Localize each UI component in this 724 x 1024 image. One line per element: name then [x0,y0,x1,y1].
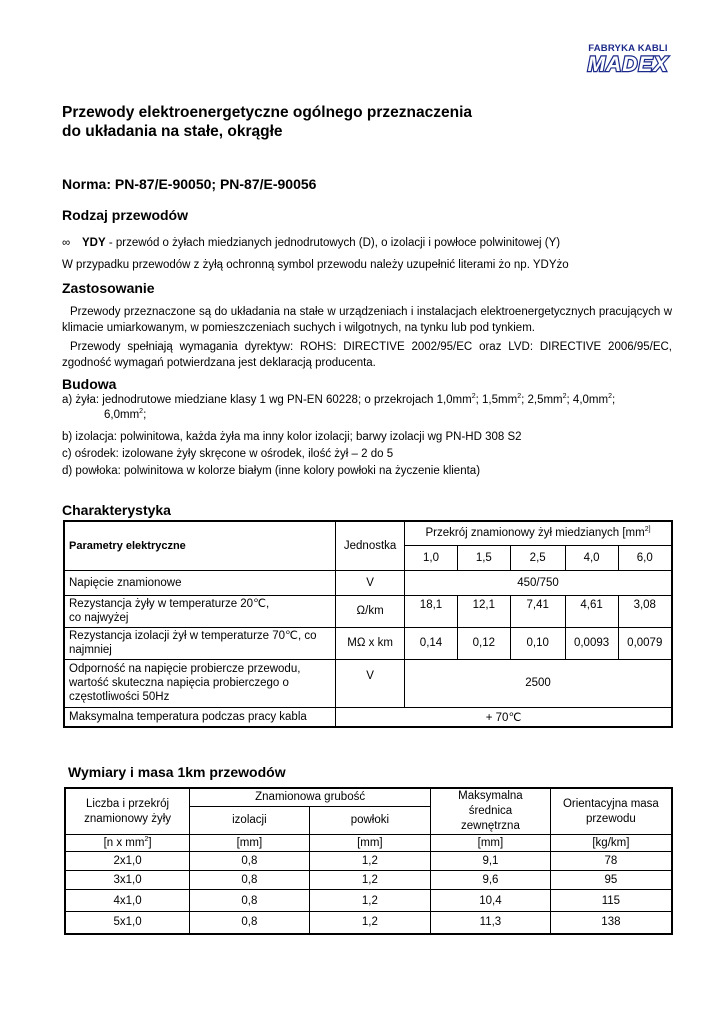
section-value: 1,0 [405,545,458,570]
unit-insulation: [mm] [190,835,309,852]
section-value: 2,5 [510,545,565,570]
construction-a-text5: ; [612,394,616,406]
header-line: średnica [468,805,513,817]
construction-d: d) powłoka: polwinitowa w kolorze białym (inne kolory powłoki na życzenie klienta) [62,465,481,477]
table-row [65,890,672,912]
param-unit: MΩ x km [336,627,405,659]
param-unit: V [336,570,405,595]
cell: 0,8 [190,871,309,890]
param-value: 2500 [405,659,672,707]
param-value: 0,0079 [618,627,672,659]
unit-sheath: [mm] [309,835,430,852]
construction-a-line1 [62,392,682,408]
page-title-line1: Przewody elektroenergetyczne ogólnego przeznaczenia [62,104,473,121]
construction-b: b) izolacja: polwinitowa, każda żyła ma inny kolor izolacji; barwy izolacji wg PN-HD 308 S2 [62,431,522,443]
param-value: 450/750 [405,570,672,595]
cell: 5x1,0 [65,912,190,934]
param-value: + 70℃ [336,707,672,727]
cell: 115 [550,890,672,912]
header-mass [550,788,672,835]
header-parameters: Parametry elektryczne [64,521,336,570]
param-value: 18,1 [405,595,458,627]
header-count [65,788,190,835]
norm-line: Norma: PN-87/E-90050; PN-87/E-90056 [62,176,317,192]
unit-count-sup: 2 [144,836,149,843]
table-row [64,707,672,727]
cell: 10,4 [431,890,551,912]
header-line: Maksymalna [458,790,523,802]
cell: 4x1,0 [65,890,190,912]
construction-a-text7: ; [143,409,147,421]
usage-paragraph-2: Przewody spełniają wymagania dyrektyw: ROHS: DIRECTIVE 2002/95/EC oraz LVD: DIRECTIVE 2006/95/EC, zgodność wymagań potwierdzana jest deklaracją producenta. [62,341,672,369]
type-code: YDY [82,237,106,249]
header-line: zewnętrzna [461,820,520,832]
construction-a-text1: a) żyła: jednodrutowe miedziane klasy 1 wg PN-EN 60228; o przekrojach 1,0mm [62,394,472,406]
bullet-icon: ∞ [62,237,71,249]
param-value: 12,1 [457,595,510,627]
cell: 1,2 [309,890,430,912]
section-heading-type: Rodzaj przewodów [62,207,188,223]
param-value: 3,08 [618,595,672,627]
param-unit: V [336,659,405,707]
cell: 11,3 [431,912,551,934]
header-section-text: Przekrój znamionowy żył miedzianych [mm [425,527,645,540]
cell: 0,8 [190,852,309,871]
section-heading-dimensions: Wymiary i masa 1km przewodów [68,764,286,780]
param-name-line: najmniej [69,644,112,656]
section-heading-characteristics: Charakterystyka [62,502,171,518]
param-unit: Ω/km [336,595,405,627]
param-name [64,659,336,707]
header-section [405,521,672,545]
cell: 0,8 [190,890,309,912]
type-description: - przewód o żyłach miedzianych jednodrutowych (D), o izolacji i powłoce polwinitowej (Y) [105,237,561,249]
param-value: 0,12 [457,627,510,659]
cell: 1,2 [309,912,430,934]
table-row [64,627,672,659]
construction-a-text2: ; 1,5mm [475,394,518,406]
unit-count-end: ] [148,837,152,849]
param-value: 0,10 [510,627,565,659]
sup-2: 2 [139,408,144,415]
header-line: przewodu [585,812,636,825]
sup-2: 2 [608,393,612,400]
header-insulation: izolacji [190,806,309,834]
characteristics-table [63,520,673,728]
param-name-line: częstotliwości 50Hz [69,691,170,703]
unit-diameter: [mm] [431,835,551,852]
header-section-sup: 2] [644,526,651,534]
param-name: Maksymalna temperatura podczas pracy kabla [64,707,336,727]
param-name-line: wartość skuteczna napięcia probierczego o [69,677,289,689]
param-name-line: Rezystancja żyły w temperaturze 20℃, [69,598,270,610]
type-note: W przypadku przewodów z żyłą ochronną symbol przewodu należy uzupełnić literami żo np. YDYżo [62,259,569,271]
table-row [64,595,672,627]
unit-count-text: [n x mm [103,837,145,849]
usage-paragraph-1: Przewody przeznaczone są do układania na stałe w urządzeniach i instalacjach elektroenergetycznych pracujących w klimacie umiarkowanym, w pomieszczeniach suchych i wilgotnych, na tynku lub pod tynkiem. [62,306,672,334]
construction-a-text4: ; 4,0mm [566,394,609,406]
page-title-line2: do układania na stałe, okrągłe [62,123,283,140]
header-line: Liczba i przekrój [86,797,170,810]
cell: 138 [550,912,672,934]
type-bullet [62,235,682,251]
dimensions-table [64,787,673,935]
param-name [64,595,336,627]
construction-a-text3: ; 2,5mm [521,394,563,406]
section-value: 1,5 [457,545,510,570]
cell: 2x1,0 [65,852,190,871]
section-heading-usage: Zastosowanie [62,280,155,296]
header-thickness: Znamionowa grubość [190,788,431,806]
table-row [65,852,672,871]
sup-2: 2 [517,393,522,400]
unit-mass: [kg/km] [550,835,672,852]
param-name: Napięcie znamionowe [64,570,336,595]
param-name-line: co najwyżej [69,612,129,624]
logo-line2: MADEX [587,53,669,76]
cell: 1,2 [309,871,430,890]
param-name-line: Rezystancja izolacji żył w temperaturze 70℃, co [69,630,317,642]
header-diameter [431,788,551,835]
construction-a-line2 [104,407,146,423]
param-value: 4,61 [565,595,618,627]
table-row [64,570,672,595]
cell: 1,2 [309,852,430,871]
sup-2: 2 [471,393,476,400]
cell: 0,8 [190,912,309,934]
section-value: 6,0 [618,545,672,570]
cell: 9,1 [431,852,551,871]
param-name [64,627,336,659]
param-name-line: Odporność na napięcie probiercze przewodu, [69,663,301,675]
param-value: 0,0093 [565,627,618,659]
cell: 95 [550,871,672,890]
construction-c: c) ośrodek: izolowane żyły skręcone w ośrodek, ilość żył – 2 do 5 [62,448,394,460]
section-value: 4,0 [565,545,618,570]
cell: 3x1,0 [65,871,190,890]
cell: 78 [550,852,672,871]
company-logo [584,43,672,79]
param-value: 7,41 [510,595,565,627]
header-sheath: powłoki [309,806,430,834]
header-unit: Jednostka [336,521,405,570]
logo-line1: FABRYKA KABLI [588,43,668,54]
cell: 9,6 [431,871,551,890]
param-value: 0,14 [405,627,458,659]
section-heading-construction: Budowa [62,376,117,392]
sup-2: 2 [562,393,567,400]
table-row [65,912,672,934]
unit-count [65,835,190,852]
header-line: znamionowy żyły [84,812,172,825]
table-row [64,659,672,707]
header-line: Orientacyjna masa [562,797,659,810]
table-row [65,871,672,890]
construction-a-text6: 6,0mm [104,409,140,421]
